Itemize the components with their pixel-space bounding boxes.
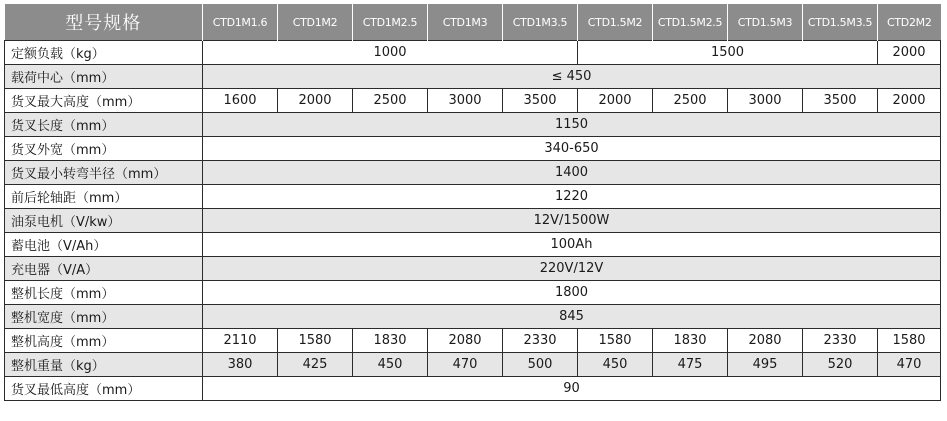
cell-value: 1220 xyxy=(203,185,941,209)
model-header: CTD1M1.6 xyxy=(203,4,278,41)
row-charger xyxy=(5,257,941,281)
cell-value: 380 xyxy=(203,353,278,377)
cell-value: 2000 xyxy=(878,89,941,113)
cell-value: 1500 xyxy=(578,41,878,65)
model-header: CTD1M2.5 xyxy=(353,4,428,41)
row-battery xyxy=(5,233,941,257)
model-header: CTD1M3 xyxy=(428,4,503,41)
row-label: 整机重量（kg） xyxy=(5,353,203,377)
cell-value: 12V/1500W xyxy=(203,209,941,233)
cell-value: 425 xyxy=(278,353,353,377)
row-label: 整机宽度（mm） xyxy=(5,305,203,329)
row-label: 载荷中心（mm） xyxy=(5,65,203,89)
cell-value: 450 xyxy=(353,353,428,377)
cell-value: 2000 xyxy=(578,89,653,113)
cell-value: 220V/12V xyxy=(203,257,941,281)
model-header: CTD1.5M2 xyxy=(578,4,653,41)
row-label: 蓄电池（V/Ah） xyxy=(5,233,203,257)
cell-value: 1400 xyxy=(203,161,941,185)
row-length xyxy=(5,281,941,305)
row-fork-width xyxy=(5,137,941,161)
model-header: CTD2M2 xyxy=(878,4,941,41)
model-header: CTD1M2 xyxy=(278,4,353,41)
cell-value: 2080 xyxy=(728,329,803,353)
model-header: CTD1.5M3.5 xyxy=(803,4,878,41)
row-label: 货叉外宽（mm） xyxy=(5,137,203,161)
cell-value: 500 xyxy=(503,353,578,377)
cell-value: 100Ah xyxy=(203,233,941,257)
cell-value: 470 xyxy=(878,353,941,377)
model-header: CTD1.5M3 xyxy=(728,4,803,41)
row-fork-length xyxy=(5,113,941,137)
cell-value: 470 xyxy=(428,353,503,377)
cell-value: 2330 xyxy=(503,329,578,353)
row-label: 货叉长度（mm） xyxy=(5,113,203,137)
row-label: 货叉最低高度（mm） xyxy=(5,377,203,401)
cell-value: 1000 xyxy=(203,41,578,65)
cell-value: 1800 xyxy=(203,281,941,305)
cell-value: 340-650 xyxy=(203,137,941,161)
row-rated-load xyxy=(5,41,941,65)
row-min-height xyxy=(5,377,941,401)
row-label: 整机高度（mm） xyxy=(5,329,203,353)
cell-value: 2500 xyxy=(653,89,728,113)
row-weight xyxy=(5,353,941,377)
spec-table xyxy=(4,4,941,401)
cell-value: 2110 xyxy=(203,329,278,353)
cell-value: 845 xyxy=(203,305,941,329)
model-header: CTD1.5M2.5 xyxy=(653,4,728,41)
row-label: 充电器（V/A） xyxy=(5,257,203,281)
cell-value: 1580 xyxy=(578,329,653,353)
row-height xyxy=(5,329,941,353)
cell-value: 1580 xyxy=(278,329,353,353)
row-width xyxy=(5,305,941,329)
cell-value: 2000 xyxy=(278,89,353,113)
row-load-center xyxy=(5,65,941,89)
model-header: CTD1M3.5 xyxy=(503,4,578,41)
cell-value: ≤ 450 xyxy=(203,65,941,89)
cell-value: 90 xyxy=(203,377,941,401)
cell-value: 450 xyxy=(578,353,653,377)
cell-value: 495 xyxy=(728,353,803,377)
header-title: 型号规格 xyxy=(5,4,203,41)
cell-value: 1830 xyxy=(653,329,728,353)
cell-value: 3500 xyxy=(803,89,878,113)
row-max-height xyxy=(5,89,941,113)
row-label: 货叉最大高度（mm） xyxy=(5,89,203,113)
cell-value: 2080 xyxy=(428,329,503,353)
row-label: 油泵电机（V/kw） xyxy=(5,209,203,233)
cell-value: 2330 xyxy=(803,329,878,353)
cell-value: 1580 xyxy=(878,329,941,353)
cell-value: 1150 xyxy=(203,113,941,137)
row-wheelbase xyxy=(5,185,941,209)
cell-value: 2500 xyxy=(353,89,428,113)
header-row xyxy=(5,4,941,41)
cell-value: 3000 xyxy=(428,89,503,113)
cell-value: 1830 xyxy=(353,329,428,353)
row-label: 定额负载（kg） xyxy=(5,41,203,65)
cell-value: 3500 xyxy=(503,89,578,113)
row-label: 货叉最小转弯半径（mm） xyxy=(5,161,203,185)
cell-value: 520 xyxy=(803,353,878,377)
cell-value: 475 xyxy=(653,353,728,377)
cell-value: 3000 xyxy=(728,89,803,113)
row-label: 整机长度（mm） xyxy=(5,281,203,305)
row-turn-radius xyxy=(5,161,941,185)
cell-value: 2000 xyxy=(878,41,941,65)
row-label: 前后轮轴距（mm） xyxy=(5,185,203,209)
cell-value: 1600 xyxy=(203,89,278,113)
row-pump-motor xyxy=(5,209,941,233)
